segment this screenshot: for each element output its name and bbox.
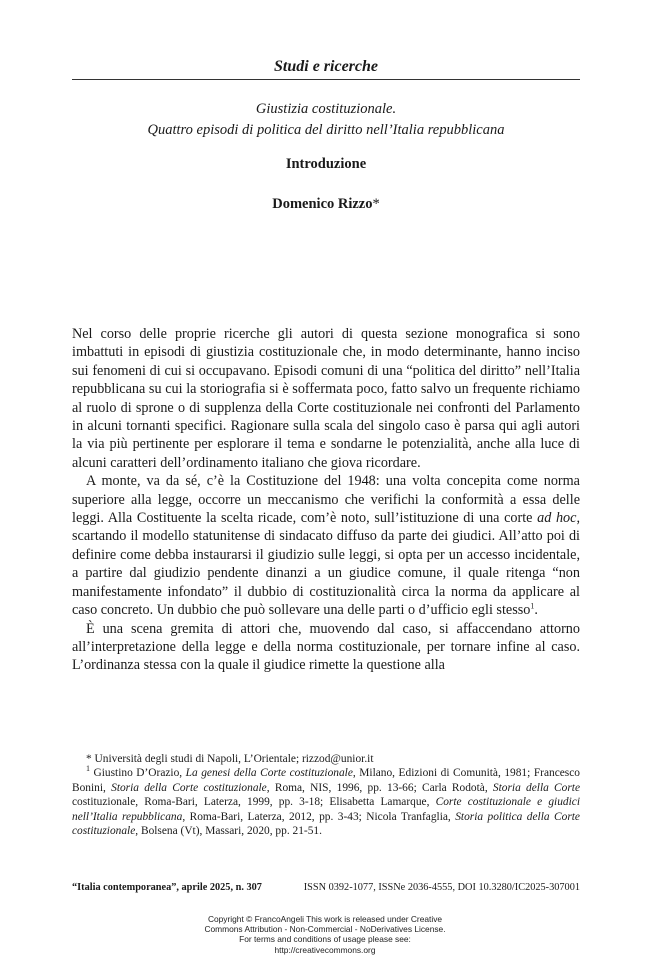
article-title-line1: Giustizia costituzionale.	[255, 101, 397, 117]
footnote-1-number: 1	[86, 764, 90, 774]
journal-citation: “Italia contemporanea”, aprile 2025, n. 307	[72, 882, 262, 893]
footnotes	[72, 752, 580, 838]
issn-doi: ISSN 0392-1077, ISSNe 2036-4555, DOI 10.3280/IC2025-307001	[303, 882, 580, 893]
header-rule	[72, 79, 580, 80]
license-line-1: Copyright © FrancoAngeli This work is released under Creative	[207, 914, 443, 924]
footnote-star: * Università degli studi di Napoli, L’Orientale; rizzod@unior.it	[86, 753, 374, 765]
fn1-text-e: , Roma-Bari, Laterza, 2012, pp. 3-43; Nicola Tranfaglia,	[182, 810, 456, 823]
article-author	[72, 194, 580, 214]
footnote-1	[72, 766, 580, 838]
p2-text-end: .	[534, 602, 538, 619]
license-notice	[0, 914, 650, 955]
fn1-text-d: costituzionale, Roma-Bari, Laterza, 1999, pp. 3-18; Elisabetta Lamarque,	[72, 796, 436, 809]
p2-text-a: A monte, va da sé, c’è la Costituzione del 1948: una volta concepita come norma superiore alla legge, occorre un meccanismo che verifichi la conformità a essa delle leggi. Alla Costituente la scelta ricade, com’è noto, sull’istituzione di una corte	[72, 473, 580, 527]
author-name: Domenico Rizzo	[272, 196, 373, 212]
fn1-text-f: , Bolsena (Vt), Massari, 2020, pp. 21-51.	[135, 825, 322, 838]
fn1-italic-5: Storia politica della Corte costituzionale	[72, 810, 580, 838]
article-title-line2: Quattro episodi di politica del diritto nell’Italia repubblicana	[147, 122, 505, 138]
article-subtitle: Introduzione	[285, 156, 367, 172]
fn1-text-c: , Roma, NIS, 1996, pp. 13-66; Carla Rodotà,	[266, 781, 493, 794]
author-footnote-mark: *	[372, 196, 380, 212]
footnote-ref-1[interactable]: 1	[530, 601, 535, 611]
p2-text-b: , scartando il modello statunitense di sindacato diffuso da parte dei giudici. All’atto poi di definire come debba instaurarsi il giudizio sulle leggi, si opta per un accesso incidentale, a partire dal giudizio pendente dinanzi a un giudice comune, il quale ritenga “non manifestamente infondato” il dubbio di costituzionalità circa la norma da applicare al caso concreto. Un dubbio che può sollevare una delle parti o d’ufficio egli stesso	[72, 510, 580, 619]
article-title	[72, 99, 580, 141]
license-line-3: For terms and conditions of usage please see:	[239, 934, 411, 945]
license-link[interactable]: http://creativecommons.org	[274, 944, 376, 955]
body-paragraph-1: Nel corso delle proprie ricerche gli autori di questa sezione monografica si sono imbattuti in episodi di giustizia costituzionale che, in modo determinante, hanno inciso sui fenomeni di cui si occupavano. Episodi comuni di una “politica del diritto” nell’Italia repubblicana su cui la storiografia si è soffermata poco, fatto salvo un frequente richiamo al ruolo di sprone o di supplenza della Corte costituzionale nei confronti del Parlamento in alcuni tornanti specifici. Ragionare sulla scala del singolo caso è parsa qui agli autori la via più pertinente per esplorare il tema e sondarne le potenzialità, anche alla luce di alcuni caratteri dell’ordinamento italiano che giova ricordare.	[72, 326, 580, 471]
fn1-italic-4: Corte costituzionale e giudici nell’Italia repubblicana	[72, 796, 580, 823]
fn1-text-b: , Milano, Edizioni di Comunità, 1981; Francesco Bonini,	[72, 767, 580, 794]
fn1-italic-2: Storia della Corte costituzionale	[111, 781, 267, 794]
license-line-2: Commons Attribution - Non-Commercial - NoDerivatives License.	[204, 924, 446, 935]
body-paragraph-3: È una scena gremita di attori che, muovendo dal caso, si affaccendano attorno all’interpretazione della legge e della norma costituzionale, per tornare infine al caso. L’ordinanza stessa con la quale il giudice rimette la questione alla	[72, 620, 580, 674]
fn1-italic-1: La genesi della Corte costituzionale	[185, 767, 353, 780]
body-paragraph-2	[72, 472, 580, 619]
article-body	[72, 325, 580, 675]
fn1-text-a: Giustino D’Orazio,	[90, 767, 186, 780]
section-heading: Studi e ricerche	[274, 58, 378, 75]
fn1-italic-3: Storia della Corte	[492, 781, 581, 794]
p2-italic: ad hoc	[537, 510, 577, 527]
